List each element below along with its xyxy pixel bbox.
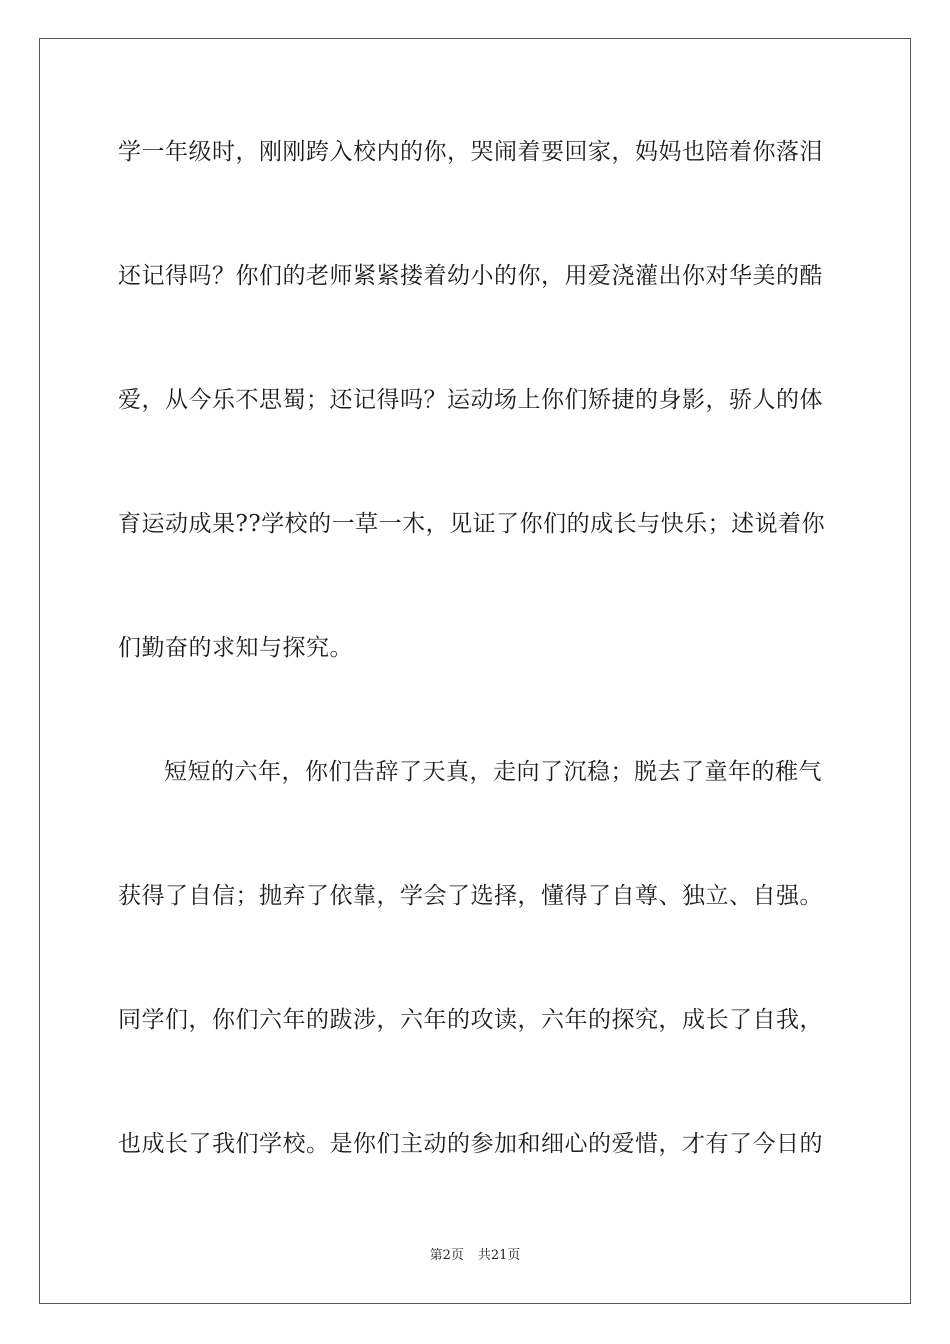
- page-total: 共21页: [477, 1248, 521, 1263]
- body-line-7: 获得了自信；抛弃了依靠，学会了选择，懂得了自尊、独立、自强。: [118, 883, 823, 909]
- body-line-3: 爱，从今乐不思蜀；还记得吗？运动场上你们矫捷的身影，骄人的体: [118, 387, 823, 413]
- body-line-2: 还记得吗？你们的老师紧紧搂着幼小的你，用爱浇灌出你对华美的酷: [118, 263, 823, 289]
- body-line-5: 们勤奋的求知与探究。: [118, 635, 353, 661]
- body-line-1: 学一年级时，刚刚跨入校内的你，哭闹着要回家，妈妈也陪着你落泪: [118, 139, 823, 165]
- body-line-4: 育运动成果??学校的一草一木，见证了你们的成长与快乐；述说着你: [118, 511, 826, 537]
- body-line-6: 短短的六年，你们告辞了天真，走向了沉稳；脱去了童年的稚气: [164, 759, 822, 785]
- body-line-8: 同学们，你们六年的跋涉，六年的攻读，六年的探究，成长了自我，: [118, 1007, 823, 1033]
- body-line-9: 也成长了我们学校。是你们主动的参加和细心的爱惜，才有了今日的: [118, 1131, 823, 1157]
- page-number: 第2页: [429, 1248, 464, 1263]
- page-frame: [39, 38, 911, 1304]
- page-footer: [0, 1247, 950, 1265]
